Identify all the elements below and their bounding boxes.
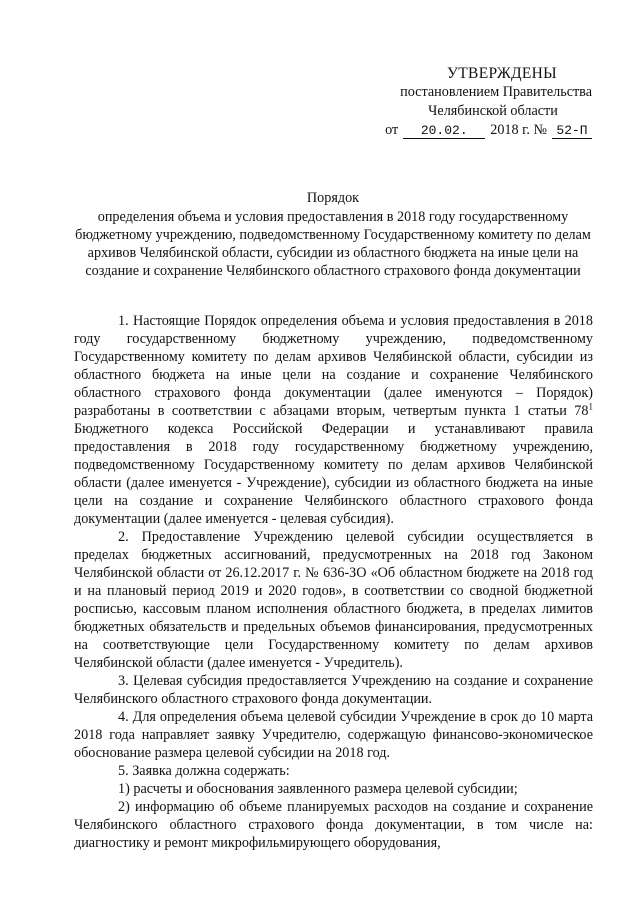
approval-title: УТВЕРЖДЕНЫ xyxy=(447,65,557,82)
paragraph-5-item-2: 2) информацию об объеме планируемых расходов на создание и сохранение Челябинского областного страхового фонда документации, в том числе на: диагностику и ремонт микрофильмирующего оборудования, xyxy=(74,799,593,851)
paragraph-5: 5. Заявка должна содержать: xyxy=(118,763,290,779)
approval-line-1: постановлением Правительства xyxy=(400,84,592,100)
paragraph-1-text-a: 1. Настоящие Порядок определения объема и условия предоставления в 2018 году государственному бюджетному учреждению, подведомственному Государственному комитету по делам архивов Челябинской области, субсидии из областного бюджета на иные цели на создание и сохранение Челябинского областного страхового фонда документации (далее именуются – Порядок) разработаны в соответствии с абзацами вторым, четвертым пункта 1 статьи 78 xyxy=(74,313,593,419)
document-title: Порядок xyxy=(306,190,360,206)
document-body xyxy=(74,312,593,852)
from-label: от xyxy=(385,122,399,138)
paragraph-3: 3. Целевая субсидия предоставляется Учреждению на создание и сохранение Челябинского областного страхового фонда документации. xyxy=(74,673,593,707)
paragraph-5-item-1: 1) расчеты и обоснования заявленного размера целевой субсидии; xyxy=(118,781,518,797)
year-label: 2018 г. № xyxy=(490,122,547,138)
number-field: 52-П xyxy=(552,123,592,139)
paragraph-2: 2. Предоставление Учреждению целевой субсидии осуществляется в пределах бюджетных ассигнований, предусмотренных на 2018 год Законом Челябинской области от 26.12.2017 г. № 636-ЗО «Об областном бюджете на 2018 год и на плановый период 2019 и 2020 годов», в соответствии со сводной бюджетной росписью, кассовым планом исполнения областного бюджета, в пределах лимитов бюджетных обязательств и предельных объемов финансирования, предусмотренных на соответствующие цели Государственному комитету по делам архивов Челябинской области (далее именуется - Учредитель). xyxy=(74,529,593,671)
paragraph-4: 4. Для определения объема целевой субсидии Учреждение в срок до 10 марта 2018 года направляет заявку Учредителю, содержащую финансово-экономическое обоснование размера целевой субсидии на 2018 год. xyxy=(74,709,593,761)
approval-date-line xyxy=(372,121,592,140)
paragraph-1 xyxy=(74,312,593,528)
date-field: 20.02. xyxy=(403,123,485,139)
document-subtitle: определения объема и условия предоставления в 2018 году государственному бюджетному учреждению, подведомственному Государственному комитету по делам архивов Челябинской области, субсидии из областного бюджета на иные цели на создание и сохранение Челябинского областного страхового фонда документации xyxy=(75,209,591,279)
paragraph-1-text-b: Бюджетного кодекса Российской Федерации и устанавливают правила предоставления в 2018 году государственному бюджетному учреждению, подведомственному Государственному комитету по делам архивов Челябинской области (далее именуется - Учреждение), субсидии из областного бюджета на иные цели на создание и сохранение Челябинского областного страхового фонда документации (далее именуется - целевая субсидия). xyxy=(74,421,593,527)
approval-block xyxy=(372,64,592,140)
approval-line-2: Челябинской области xyxy=(428,103,558,119)
document-heading xyxy=(60,189,606,280)
superscript: 1 xyxy=(588,401,593,412)
